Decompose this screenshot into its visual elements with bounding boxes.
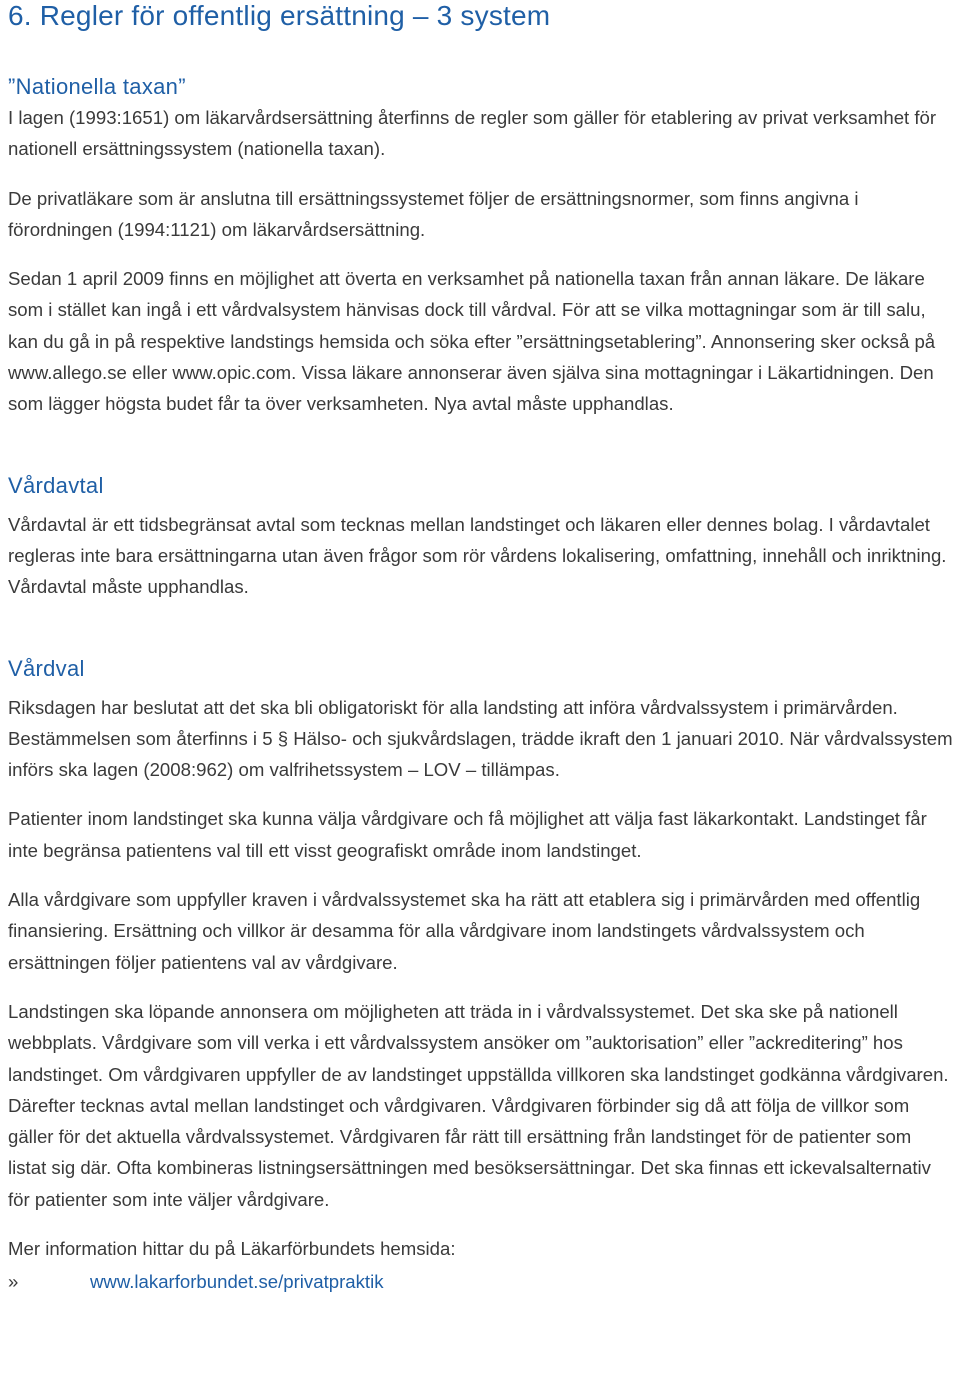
- lakarforbundet-link[interactable]: www.lakarforbundet.se/privatpraktik: [90, 1271, 384, 1293]
- section-title-nationella-taxan: ”Nationella taxan”: [8, 74, 186, 99]
- paragraph-more-info: Mer information hittar du på Läkarförbundets hemsida:: [8, 1238, 456, 1260]
- paragraph-vardval-2: Patienter inom landstinget ska kunna välja vårdgivare och få möjlighet att välja fast läkarkontakt. Landstinget får inte begränsa patientens val till ett visst geografiskt område inom landstinget.: [8, 808, 927, 861]
- page-title: 6. Regler för offentlig ersättning – 3 system: [8, 0, 551, 31]
- paragraph-vardval-4: Landstingen ska löpande annonsera om möjligheten att träda in i vårdvalssystemet. Det ska ske på nationell webbplats. Vårdgivare som vill verka i ett vårdvalssystem ansöker om ”auktorisation” eller ”ackreditering” hos landstinget. Om vårdgivaren uppfyller de av landstinget uppställda villkoren ska landstinget godkänna vårdgivaren. Därefter tecknas avtal mellan landstinget och vårdgivaren. Vårdgivaren förbinder sig då att följa de villkor som gäller för det aktuella vårdvalssystemet. Vårdgivaren får rätt till ersättning från landstinget för de patienter som listat sig där. Ofta kombineras listningsersättningen med besöksersättningar. Det ska finnas ett ickevalsalternativ för patienter som inte väljer vårdgivare.: [8, 1000, 949, 1210]
- paragraph-vardval-3: Alla vårdgivare som uppfyller kraven i vårdvalssystemet ska ha rätt att etablera sig i primärvården med offentlig finansiering. Ersättning och villkor är desamma för alla vårdgivare inom landstingets vårdvalssystem och ersättningen följer patientens val av vårdgivare.: [8, 889, 921, 973]
- paragraph-vardval-1: Riksdagen har beslutat att det ska bli obligatoriskt för alla landsting att införa vårdvalssystem i primärvården. Bestämmelsen som återfinns i 5 § Hälso- och sjukvårdslagen, trädde ikraft den 1 januari 2010. När vårdvalssystem införs ska lagen (2008:962) om valfrihetssystem – LOV – tillämpas.: [8, 696, 953, 781]
- paragraph-vardavtal-1: Vårdavtal är ett tidsbegränsat avtal som tecknas mellan landstinget och läkaren eller dennes bolag. I vårdavtalet regleras inte bara ersättningarna utan även frågor som rör vårdens lokalisering, omfattning, innehåll och inriktning. Vårdavtal måste upphandlas.: [8, 513, 947, 598]
- link-row: [8, 1266, 954, 1297]
- section-title-vardval: Vårdval: [8, 655, 85, 681]
- paragraph-nationella-3: Sedan 1 april 2009 finns en möjlighet att överta en verksamhet på nationella taxan från annan läkare. De läkare som i stället kan ingå i ett vårdvalsystem hänvisas dock till vårdval. För att se vilka mottagningar som är till salu, kan du gå in på respektive landstings hemsida och söka efter ”ersättningsetablering”. Annonsering sker också på www.allego.se eller www.opic.com. Vissa läkare annonserar även själva sina mottagningar i Läkartidningen. Den som lägger högsta budet får ta över verksamheten. Nya avtal måste upphandlas.: [8, 268, 936, 415]
- paragraph-nationella-1: I lagen (1993:1651) om läkarvårdsersättning återfinns de regler som gäller för etablering av privat verksamhet för nationell ersättningssystem (nationella taxan).: [8, 107, 937, 160]
- bullet-marker: »: [8, 1271, 19, 1293]
- paragraph-nationella-2: De privatläkare som är anslutna till ersättningssystemet följer de ersättningsnormer, som finns angivna i förordningen (1994:1121) om läkarvårdsersättning.: [8, 187, 859, 240]
- document-page: [8, 0, 954, 1297]
- section-title-vardavtal: Vårdavtal: [8, 472, 104, 498]
